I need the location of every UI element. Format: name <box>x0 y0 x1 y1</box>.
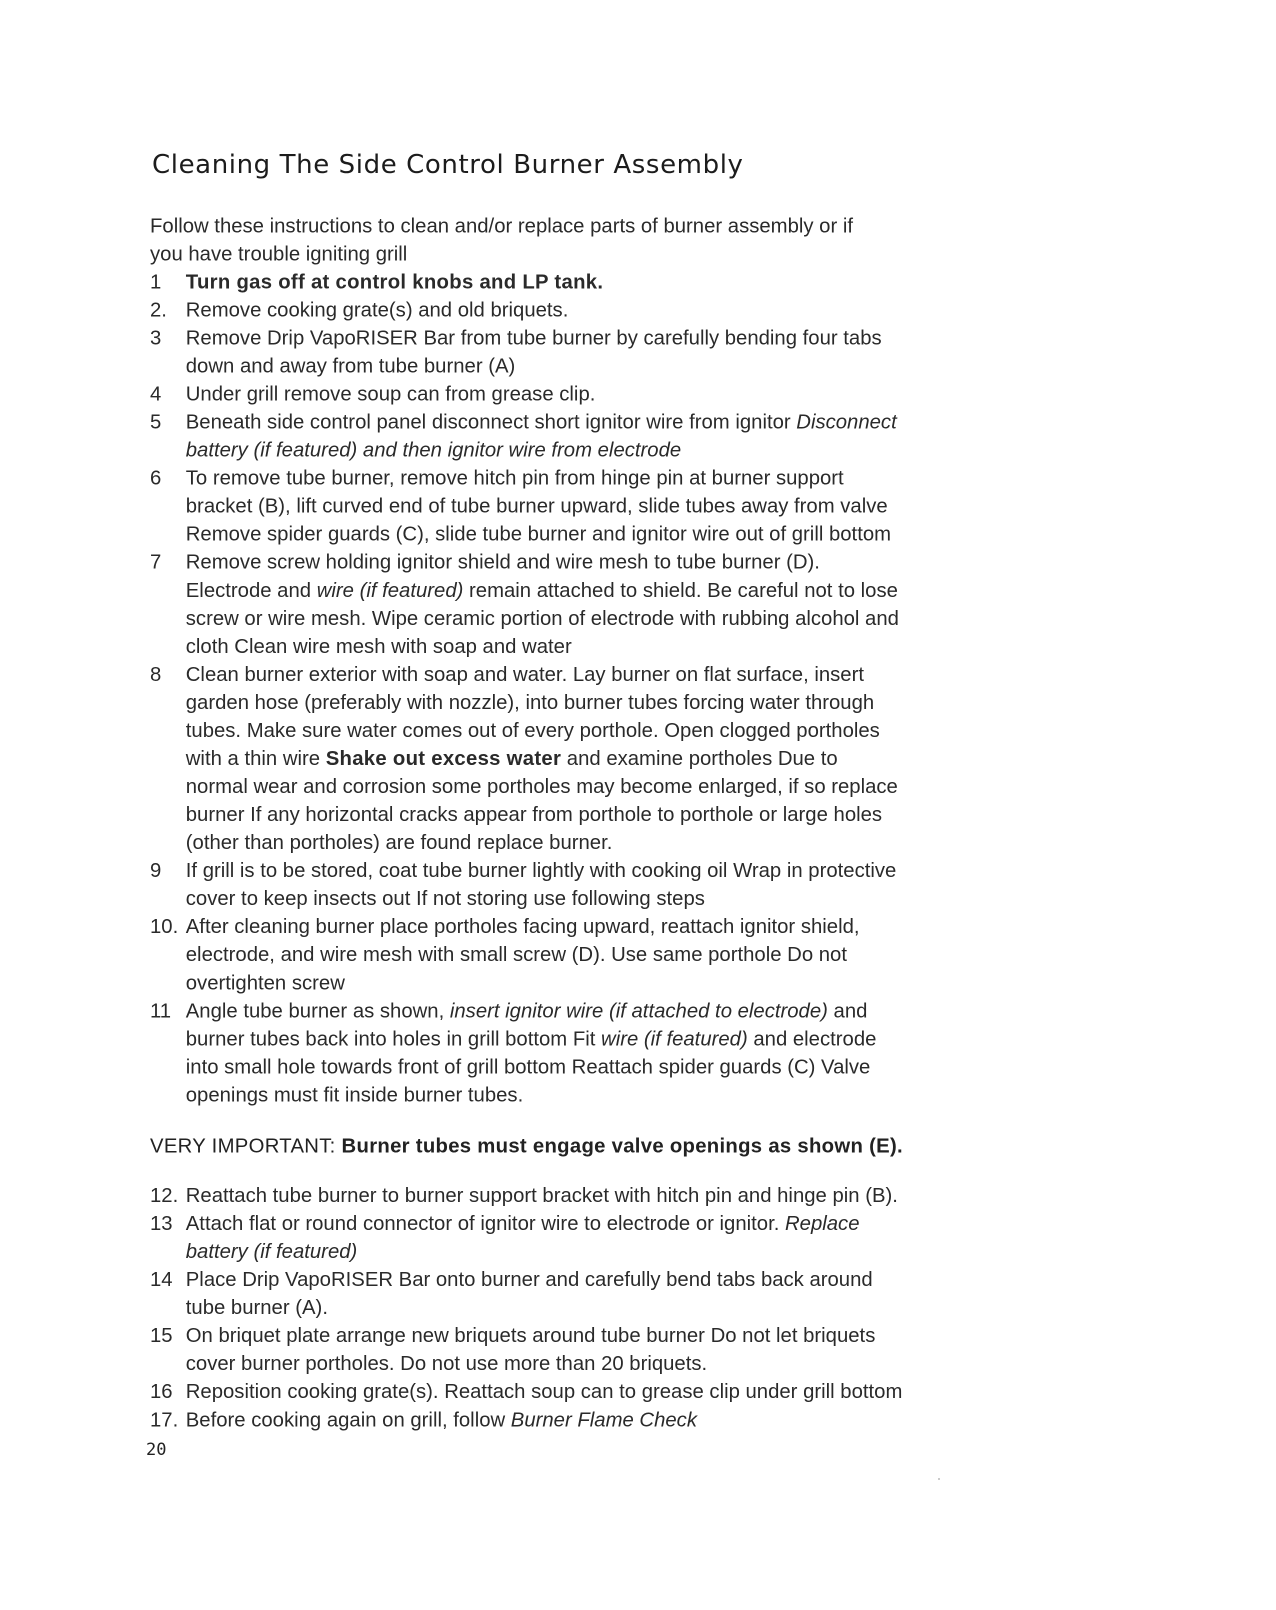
step-text-segment: Under grill remove soup can from grease clip. <box>185 383 596 406</box>
step-item <box>150 1182 904 1210</box>
step-item <box>150 1210 904 1266</box>
step-text-segment: If grill is to be stored, coat tube burner lightly with cooking oil Wrap in protective cover to keep insects out If not storing use following steps <box>185 859 897 911</box>
step-item <box>150 1322 904 1378</box>
step-item <box>150 548 904 660</box>
step-text-segment: remain attached to shield. Be careful not to lose screw or wire mesh. Wipe ceramic portion of electrode with rubbing alcohol and cloth Clean wire mesh with soap and water <box>185 579 899 658</box>
step-item <box>150 296 904 324</box>
step-text-segment: Clean burner exterior with soap and water. Lay burner on flat surface, insert garden hose (preferably with nozzle), into burner tubes forcing water through tubes. Make sure water comes out of every porthole. Open clogged portholes with a thin wire <box>185 663 880 770</box>
step-text <box>186 296 904 324</box>
step-text-segment: insert ignitor wire (if attached to electrode) <box>449 999 828 1023</box>
step-text <box>186 1378 904 1406</box>
step-item <box>150 268 904 296</box>
page-title: Cleaning The Side Control Burner Assembly <box>152 150 744 180</box>
step-text-segment: Angle tube burner as shown, <box>185 999 450 1023</box>
step-text-segment: wire (if featured) <box>601 1027 748 1051</box>
step-item <box>150 1378 904 1406</box>
step-number: 10. <box>150 915 179 939</box>
step-text <box>186 1210 904 1266</box>
step-text-segment: and examine portholes Due to normal wear and corrosion some portholes may become enlarged, if so replace burner If any horizontal cracks appear from porthole to porthole or large holes (other than portholes) are found replace burner. <box>185 747 898 854</box>
step-text-segment: After cleaning burner place portholes facing upward, reattach ignitor shield, electrode, and wire mesh with small screw (D). Use same porthole Do not overtighten screw <box>185 915 860 995</box>
step-item <box>150 997 904 1109</box>
step-number: 8 <box>150 663 162 686</box>
step-text-segment: and electrode into small hole towards front of grill bottom Reattach spider guards (C) Valve openings must fit inside burner tubes. <box>185 1027 877 1107</box>
step-item <box>150 464 904 548</box>
step-number: 6 <box>150 467 162 490</box>
step-text <box>186 997 904 1109</box>
step-text <box>186 464 904 548</box>
intro-paragraph: Follow these instructions to clean and/or replace parts of burner assembly or if you have trouble igniting grill <box>150 214 854 266</box>
step-number: 11 <box>150 999 172 1023</box>
step-text <box>186 661 904 857</box>
step-text-segment: Remove screw holding ignitor shield and wire mesh to tube burner (D). Electrode and <box>185 551 820 602</box>
step-number: 5 <box>150 411 162 434</box>
step-number: 2. <box>150 299 167 322</box>
step-item <box>150 324 904 380</box>
step-number: 15 <box>150 1324 173 1347</box>
step-text <box>186 380 904 408</box>
step-text-segment: Remove cooking grate(s) and old briquets. <box>185 299 569 322</box>
step-text <box>186 408 904 464</box>
step-text-segment: To remove tube burner, remove hitch pin from hinge pin at burner support bracket (B), lift curved end of tube burner upward, slide tubes away from valve Remove spider guards (C), slide tube burner and ignitor wire out of grill bottom <box>185 467 892 546</box>
step-text <box>186 548 904 660</box>
step-item <box>150 408 904 464</box>
step-number: 7 <box>150 551 162 574</box>
important-label: VERY IMPORTANT: <box>150 1135 336 1158</box>
step-text-segment: and burner tubes back into holes in grill bottom Fit <box>185 999 868 1051</box>
step-number: 12. <box>150 1184 179 1207</box>
step-text-segment: wire (if featured) <box>316 579 464 602</box>
step-text-segment: Reattach tube burner to burner support bracket with hitch pin and hinge pin (B). <box>185 1184 898 1207</box>
step-text <box>186 1182 904 1210</box>
steps-list-part-2 <box>150 1182 904 1434</box>
step-number: 13 <box>150 1212 173 1235</box>
step-item <box>150 913 904 997</box>
step-text <box>186 324 904 380</box>
step-number: 14 <box>150 1268 173 1291</box>
step-text <box>186 1406 904 1434</box>
step-text-segment: Before cooking again on grill, follow <box>185 1408 511 1432</box>
step-text <box>186 913 904 997</box>
step-item <box>150 1266 904 1322</box>
page-number: 20 <box>146 1440 167 1460</box>
step-text-segment: Replace battery (if featured) <box>185 1212 860 1263</box>
instructions-body <box>150 212 904 1434</box>
important-note <box>150 1132 904 1160</box>
step-number: 17. <box>150 1408 179 1432</box>
step-text-segment: Place Drip VapoRISER Bar onto burner and carefully bend tabs back around tube burner (A). <box>185 1268 873 1319</box>
step-text-segment: Turn gas off at control knobs and LP tank. <box>185 270 604 294</box>
step-number: 16 <box>150 1380 173 1404</box>
step-text-segment: On briquet plate arrange new briquets around tube burner Do not let briquets cover burner portholes. Do not use more than 20 briquets. <box>185 1324 876 1376</box>
step-text-segment: Burner Flame Check <box>510 1408 697 1432</box>
step-text <box>186 857 904 913</box>
important-text: Burner tubes must engage valve openings as shown (E). <box>335 1135 903 1158</box>
step-item <box>150 661 904 857</box>
step-text-segment: Remove Drip VapoRISER Bar from tube burner by carefully bending four tabs down and away from tube burner (A) <box>185 327 882 378</box>
scan-speck <box>938 1478 940 1480</box>
step-text <box>186 268 904 296</box>
step-item <box>150 1406 904 1434</box>
step-text-segment: Attach flat or round connector of ignitor wire to electrode or ignitor. <box>185 1212 786 1235</box>
step-number: 9 <box>150 859 162 882</box>
step-text-segment: Disconnect battery (if featured) and then ignitor wire from electrode <box>185 411 897 462</box>
step-text <box>186 1322 904 1378</box>
step-text <box>186 1266 904 1322</box>
step-text-segment: Beneath side control panel disconnect short ignitor wire from ignitor <box>185 411 797 434</box>
step-text-segment: Reposition cooking grate(s). Reattach soup can to grease clip under grill bottom <box>185 1380 903 1404</box>
step-number: 4 <box>150 383 162 406</box>
step-item <box>150 857 904 913</box>
step-number: 1 <box>150 270 162 294</box>
steps-list-part-1 <box>150 268 904 1109</box>
step-number: 3 <box>150 327 162 350</box>
step-text-segment: Shake out excess water <box>325 747 562 770</box>
step-item <box>150 380 904 408</box>
